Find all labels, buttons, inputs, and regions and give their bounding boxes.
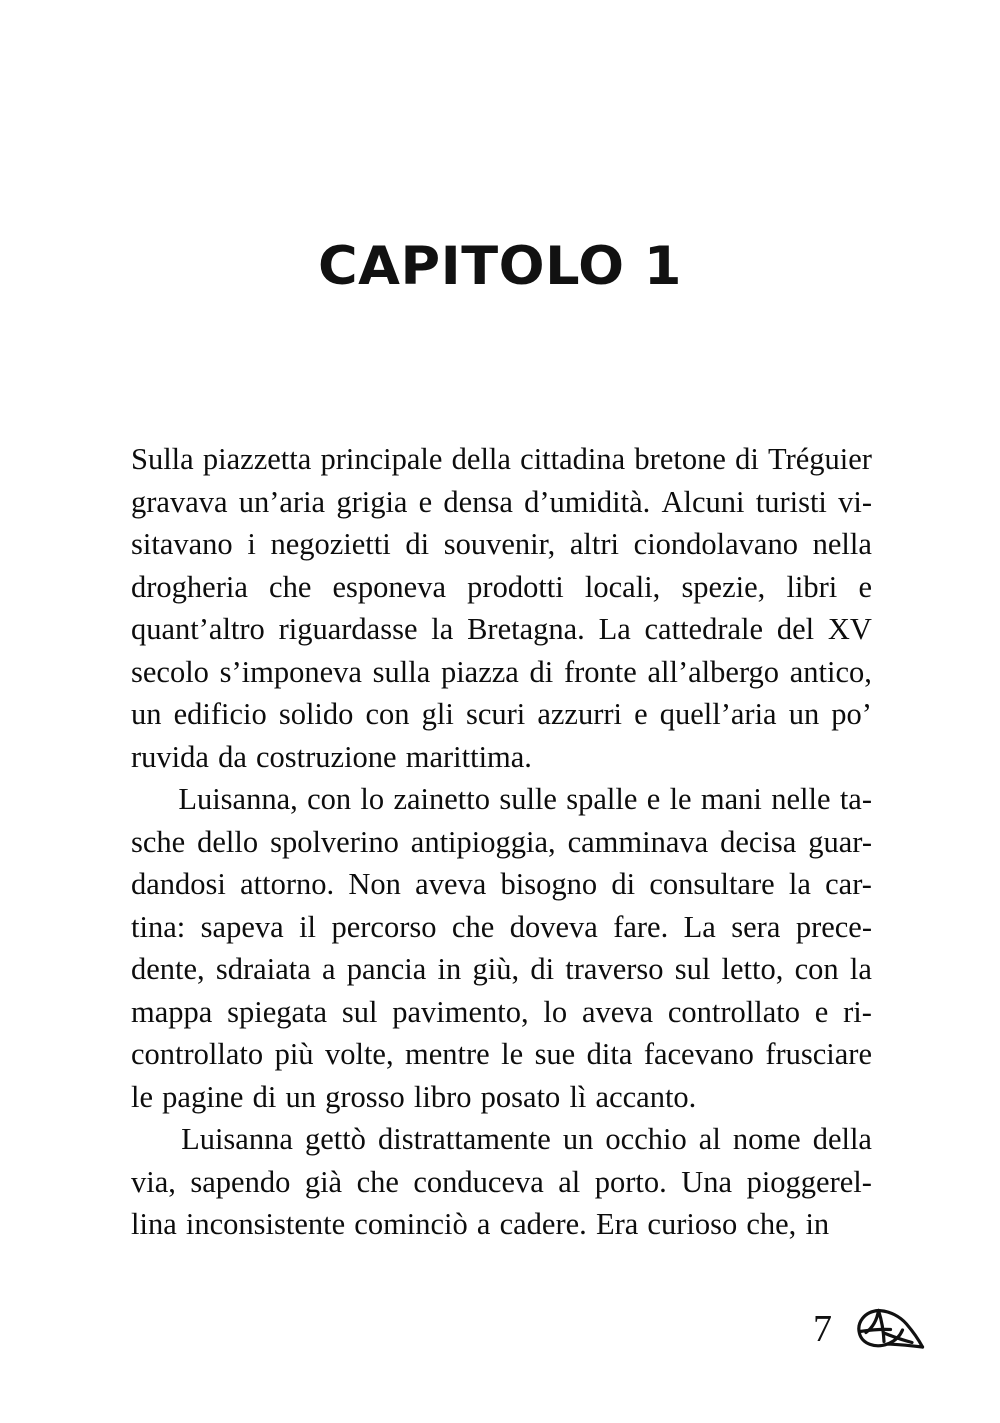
word: posato — [480, 1079, 561, 1114]
word: che — [451, 909, 495, 944]
word: conduceva — [413, 1164, 544, 1199]
paragraph — [131, 1118, 872, 1246]
word: guar- — [808, 824, 872, 859]
page-number: 7 — [813, 1308, 832, 1350]
word: car- — [825, 867, 872, 901]
word: via, — [131, 1164, 176, 1199]
word: quant’altro — [131, 612, 265, 646]
word: in — [805, 1207, 830, 1241]
word: Sulla — [131, 442, 194, 476]
word: che — [269, 569, 312, 604]
word: di — [405, 527, 430, 561]
word: controllato — [667, 994, 800, 1029]
word: che, — [746, 1207, 797, 1241]
word: sue — [534, 1037, 576, 1071]
text-line — [131, 863, 872, 906]
word: la — [431, 612, 454, 646]
word: al — [698, 1122, 721, 1156]
word: cadere. — [499, 1207, 587, 1241]
text-line — [131, 991, 872, 1034]
text-line — [131, 1161, 872, 1204]
word: e — [646, 782, 661, 816]
word: all’albergo — [647, 654, 780, 689]
word: sera — [731, 909, 781, 944]
paragraph — [131, 778, 872, 1118]
word: spalle — [566, 782, 638, 816]
word: po’ — [831, 697, 872, 731]
word: esponeva — [332, 569, 446, 604]
word: cittadina — [520, 442, 626, 476]
word: spiegata — [227, 994, 328, 1029]
word: Luisanna, — [178, 782, 298, 816]
word: della — [451, 442, 511, 476]
word: di — [252, 1079, 277, 1114]
word: d’umidità. — [524, 484, 651, 519]
word: un — [285, 1079, 316, 1114]
word: ciondolavano — [633, 527, 798, 561]
paragraph — [131, 438, 872, 778]
word: giù, — [472, 952, 520, 986]
word: cattedrale — [644, 612, 764, 646]
word: Bretagna. — [467, 612, 585, 646]
word: con — [365, 697, 410, 731]
word: fare. — [613, 909, 669, 944]
page-footer — [131, 1300, 950, 1380]
word: del — [776, 612, 815, 646]
word: un — [788, 697, 820, 731]
text-line — [131, 736, 872, 779]
word: secolo — [131, 654, 209, 689]
word: nella — [812, 527, 872, 561]
word: altri — [569, 527, 619, 561]
word: dita — [586, 1037, 633, 1071]
word: volte, — [324, 1037, 394, 1071]
word: souvenir, — [443, 527, 556, 561]
text-line — [131, 693, 872, 736]
word: drogheria — [131, 569, 248, 604]
text-line — [131, 1203, 872, 1246]
page-title: CAPITOLO 1 — [317, 235, 683, 297]
word: la — [788, 867, 811, 901]
word: e — [418, 484, 433, 519]
word: grigia — [336, 484, 408, 519]
word: Una — [681, 1164, 733, 1199]
word: cominciò — [354, 1207, 468, 1241]
word: Era — [595, 1207, 639, 1241]
word: in — [437, 952, 462, 986]
word: ta- — [839, 782, 872, 816]
word: distrattamente — [378, 1122, 551, 1156]
text-line — [131, 821, 872, 864]
text-line — [131, 566, 872, 609]
word: già — [304, 1164, 343, 1199]
word: che — [356, 1164, 399, 1199]
word: piazzetta — [202, 442, 312, 476]
word: di — [530, 952, 555, 986]
rosebud-flower-icon — [850, 1300, 930, 1370]
word: letto, — [721, 952, 784, 986]
word: antico, — [789, 654, 872, 689]
word: dello — [197, 824, 259, 859]
word: La — [598, 612, 631, 646]
word: mentre — [405, 1037, 490, 1071]
word: sche — [131, 824, 186, 859]
word: consultare — [649, 867, 775, 901]
word: libri — [786, 569, 838, 604]
word: aveva — [581, 994, 654, 1029]
word: sdraiata — [215, 952, 311, 986]
word: principale — [320, 442, 443, 476]
word: della — [812, 1122, 872, 1156]
word: di — [611, 867, 636, 901]
word: Tréguier — [768, 442, 872, 476]
text-line — [131, 651, 872, 694]
word: di — [735, 442, 759, 476]
word: al — [558, 1164, 581, 1199]
word: un’aria — [238, 484, 326, 519]
word: un — [562, 1122, 594, 1156]
word: s’imponeva — [219, 654, 362, 689]
word: sul — [674, 952, 711, 986]
word: il — [299, 909, 317, 944]
word: La — [683, 909, 716, 944]
word: con — [794, 952, 839, 986]
word: traverso — [565, 952, 664, 986]
word: edificio — [173, 697, 267, 731]
text-line — [131, 523, 872, 566]
paragraph-indent — [131, 778, 169, 821]
word: dente, — [131, 952, 205, 986]
word: spolverino — [270, 824, 399, 859]
word: piazza — [440, 654, 519, 689]
word: controllato — [131, 1037, 264, 1071]
text-line — [131, 948, 872, 991]
word: locali, — [584, 569, 661, 604]
word: più — [274, 1037, 314, 1071]
word: camminava — [567, 824, 709, 859]
word: riguardasse — [278, 612, 418, 646]
text-line — [131, 1033, 872, 1076]
text-line — [131, 1076, 872, 1119]
word: vi- — [838, 484, 872, 519]
word: frusciare — [765, 1037, 872, 1071]
word: fronte — [563, 654, 637, 689]
word: Luisanna — [181, 1122, 293, 1156]
word: la — [849, 952, 872, 986]
word: percorso — [331, 909, 437, 944]
paragraph-indent — [131, 1118, 169, 1161]
word: le — [669, 782, 692, 816]
word: le — [501, 1037, 524, 1071]
word: e — [634, 697, 648, 731]
word: doveva — [509, 909, 598, 944]
word: densa — [443, 484, 513, 519]
word: pagine — [162, 1079, 244, 1114]
word: lì — [569, 1079, 587, 1114]
word: quell’aria — [659, 697, 777, 731]
word: i — [247, 527, 256, 561]
word: inconsistente — [185, 1207, 346, 1241]
word: lina — [131, 1207, 177, 1241]
word: sulla — [372, 654, 431, 689]
word: grosso — [325, 1079, 405, 1114]
word: prodotti — [467, 569, 564, 604]
word: costruzione — [256, 739, 397, 774]
word: mappa — [131, 994, 213, 1029]
text-line — [131, 608, 872, 651]
word: attorno. — [240, 867, 335, 901]
word: antipioggia, — [410, 824, 556, 859]
word: a — [476, 1207, 491, 1241]
word: curioso — [647, 1207, 738, 1241]
word: gravava — [131, 484, 228, 519]
word: libro — [413, 1079, 472, 1114]
word: Non — [348, 867, 401, 901]
word: sul — [341, 994, 378, 1029]
word: dandosi — [131, 867, 226, 901]
word: prece- — [795, 909, 872, 944]
word: gli — [421, 697, 454, 731]
word: marittima. — [405, 739, 532, 774]
word: con — [307, 782, 352, 816]
word: bretone — [634, 442, 726, 476]
word: le — [131, 1079, 154, 1114]
word: tina: — [131, 909, 186, 944]
word: spezie, — [681, 569, 766, 604]
word: gettò — [304, 1122, 366, 1156]
word: pioggerel- — [746, 1164, 872, 1199]
word: da — [218, 739, 247, 774]
word: accanto. — [595, 1079, 697, 1114]
text-line — [131, 438, 872, 481]
word: bisogno — [500, 867, 598, 901]
word: scuri — [465, 697, 526, 731]
word: ruvida — [131, 739, 209, 774]
word: XV — [827, 612, 872, 646]
word: azzurri — [537, 697, 622, 731]
word: pancia — [346, 952, 427, 986]
word: aveva — [415, 867, 487, 901]
word: facevano — [643, 1037, 754, 1071]
word: sulle — [499, 782, 557, 816]
word: nelle — [771, 782, 831, 816]
word: zainetto — [393, 782, 491, 816]
word: di — [529, 654, 554, 689]
word: lo — [543, 994, 568, 1029]
word: a — [321, 952, 336, 986]
body-text — [131, 438, 872, 1246]
text-line — [131, 778, 872, 821]
word: e — [858, 569, 872, 604]
word: nome — [732, 1122, 801, 1156]
text-line — [131, 481, 872, 524]
word: solido — [278, 697, 354, 731]
word: e — [814, 994, 829, 1029]
word: porto. — [594, 1164, 667, 1199]
word: lo — [360, 782, 385, 816]
word: un — [131, 697, 162, 731]
word: mani — [700, 782, 762, 816]
word: sapendo — [190, 1164, 291, 1199]
word: negozietti — [270, 527, 391, 561]
word: Alcuni — [661, 484, 745, 519]
word: occhio — [605, 1122, 687, 1156]
word: ri- — [843, 994, 872, 1029]
word: sitavano — [131, 527, 233, 561]
text-line — [131, 1118, 872, 1161]
word: sapeva — [200, 909, 284, 944]
word: pavimento, — [392, 994, 529, 1029]
text-line — [131, 906, 872, 949]
word: turisti — [755, 484, 827, 519]
word: decisa — [720, 824, 797, 859]
